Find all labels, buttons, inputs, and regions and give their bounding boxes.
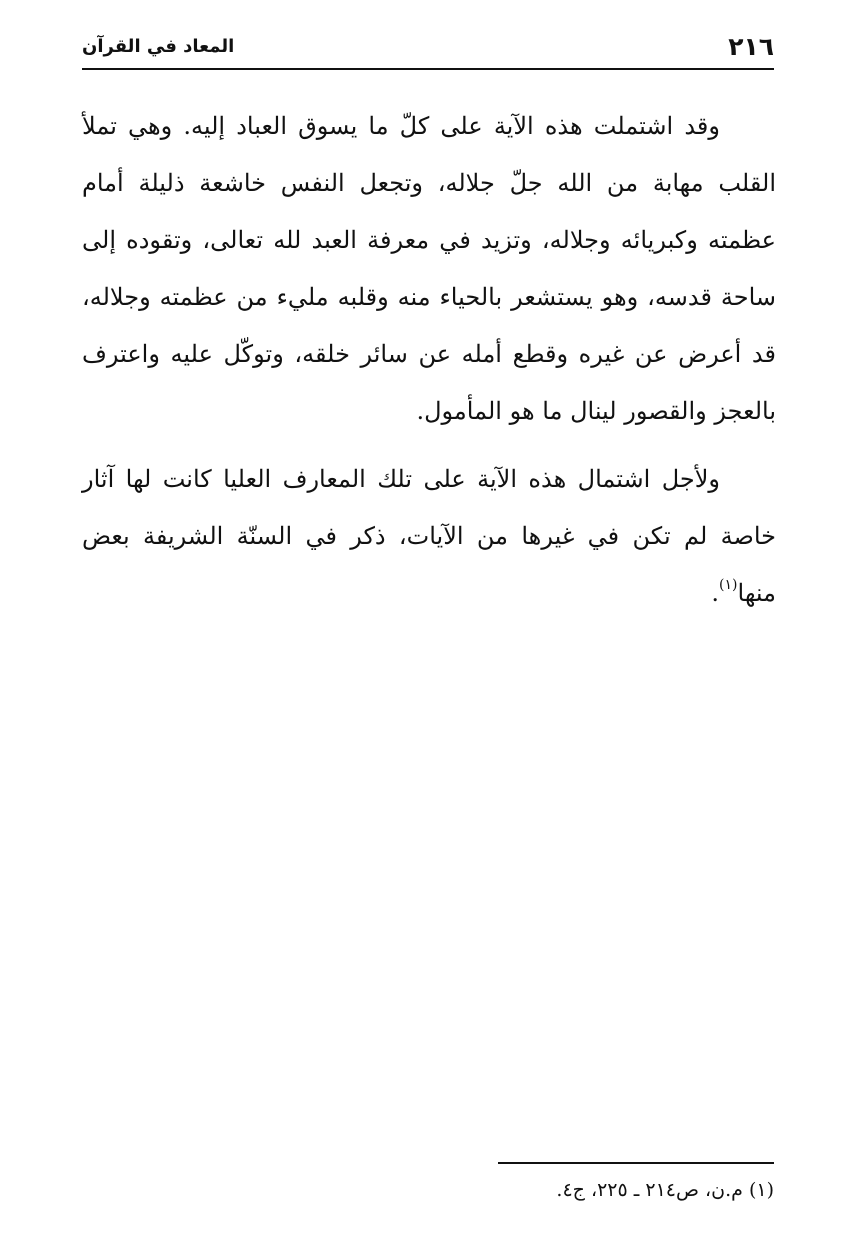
- paragraph-2: [82, 451, 776, 622]
- body-text: [82, 98, 776, 622]
- page-header: [82, 28, 774, 70]
- header-divider: [82, 68, 774, 70]
- footnote-reference[interactable]: (١): [719, 577, 738, 593]
- footnote-divider: [498, 1162, 774, 1164]
- footnote: (١) م.ن، ص٢١٤ ـ ٢٢٥، ج٤.: [556, 1179, 774, 1201]
- paragraph-2-text: ولأجل اشتمال هذه الآية على تلك المعارف العليا كانت لها آثار خاصة لم تكن في غيرها من الآيات، ذكر في السنّة الشريفة بعض منها: [82, 465, 776, 607]
- paragraph-1: [82, 98, 776, 440]
- page-number: ٢١٦: [728, 32, 774, 61]
- paragraph-2-end: .: [711, 579, 720, 607]
- paragraph-1-text: وقد اشتملت هذه الآية على كلّ ما يسوق العباد إليه. وهي تملأ القلب مهابة من الله جلّ جلاله، وتجعل النفس خاشعة ذليلة أمام عظمته وكبريائه وجلاله، وتزيد في معرفة العبد لله تعالى، وتقوده إلى ساحة قدسه، وهو يستشعر بالحياء منه وقلبه مليء من عظمته وجلاله، قد أعرض عن غيره وقطع أمله عن سائر خلقه، وتوكّل عليه واعترف بالعجز والقصور لينال ما هو المأمول.: [82, 112, 777, 425]
- running-title: المعاد في القرآن: [82, 36, 235, 57]
